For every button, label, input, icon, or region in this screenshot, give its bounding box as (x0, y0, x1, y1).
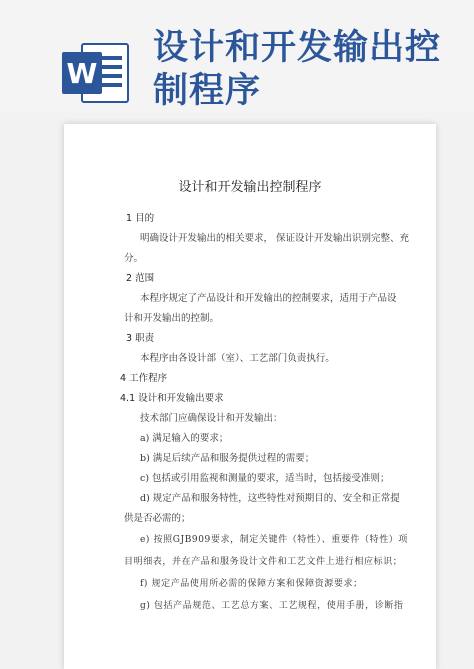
list-item-e-line-2: 目明细表，并在产品和服务设计文件和工艺文件上进行相应标识； (124, 557, 403, 567)
section-3-heading: 3 职责 (126, 333, 155, 344)
heading-line-1: 设计和开发输出控 (153, 28, 442, 68)
logo-letter: W (66, 57, 98, 90)
section-2-heading: 2 范围 (126, 273, 155, 284)
list-item-b: b) 满足后续产品和服务提供过程的需要； (140, 453, 315, 464)
list-item-g: g) 包括产品规范、工艺总方案、工艺规程，使用手册，诊断指 (140, 601, 404, 611)
section-3-paragraph: 本程序由各设计部（室）、工艺部门负责执行。 (140, 353, 335, 364)
document-page (64, 124, 436, 669)
section-2-paragraph-line-1: 本程序规定了产品设计和开发输出的控制要求，适用于产品设 (140, 293, 397, 304)
section-2-paragraph-line-2: 计和开发输出的控制。 (124, 313, 220, 324)
list-item-d-line-2: 供是否必需的； (124, 513, 191, 524)
list-item-d-line-1: d) 规定产品和服务特性，这些特性对预期目的、安全和正常提 (140, 493, 400, 504)
list-item-a: a) 满足输入的要求； (140, 433, 229, 444)
header (0, 0, 474, 112)
section-1-paragraph-line-1: 明确设计开发输出的相关要求， 保证设计开发输出识别完整、充 (140, 233, 410, 244)
section-4-heading: 4 工作程序 (120, 373, 168, 384)
list-item-c: c) 包括或引用监视和测量的要求，适当时，包括接受准则； (140, 473, 390, 484)
list-item-f: f) 规定产品使用所必需的保障方案和保障资源要求； (140, 579, 363, 589)
document-heading (153, 27, 453, 113)
section-4-1-intro: 技术部门应确保设计和开发输出： (140, 413, 283, 424)
word-doc-icon (60, 40, 132, 106)
section-1-paragraph-line-2: 分。 (124, 253, 144, 264)
heading-line-2: 制程序 (153, 71, 262, 111)
page-title: 设计和开发输出控制程序 (178, 180, 322, 195)
section-1-heading: 1 目的 (126, 213, 155, 224)
section-4-1-heading: 4.1 设计和开发输出要求 (120, 393, 224, 404)
list-item-e-line-1: e) 按照GJB909要求，制定关键件（特性）、重要件（特性）项 (140, 535, 408, 545)
